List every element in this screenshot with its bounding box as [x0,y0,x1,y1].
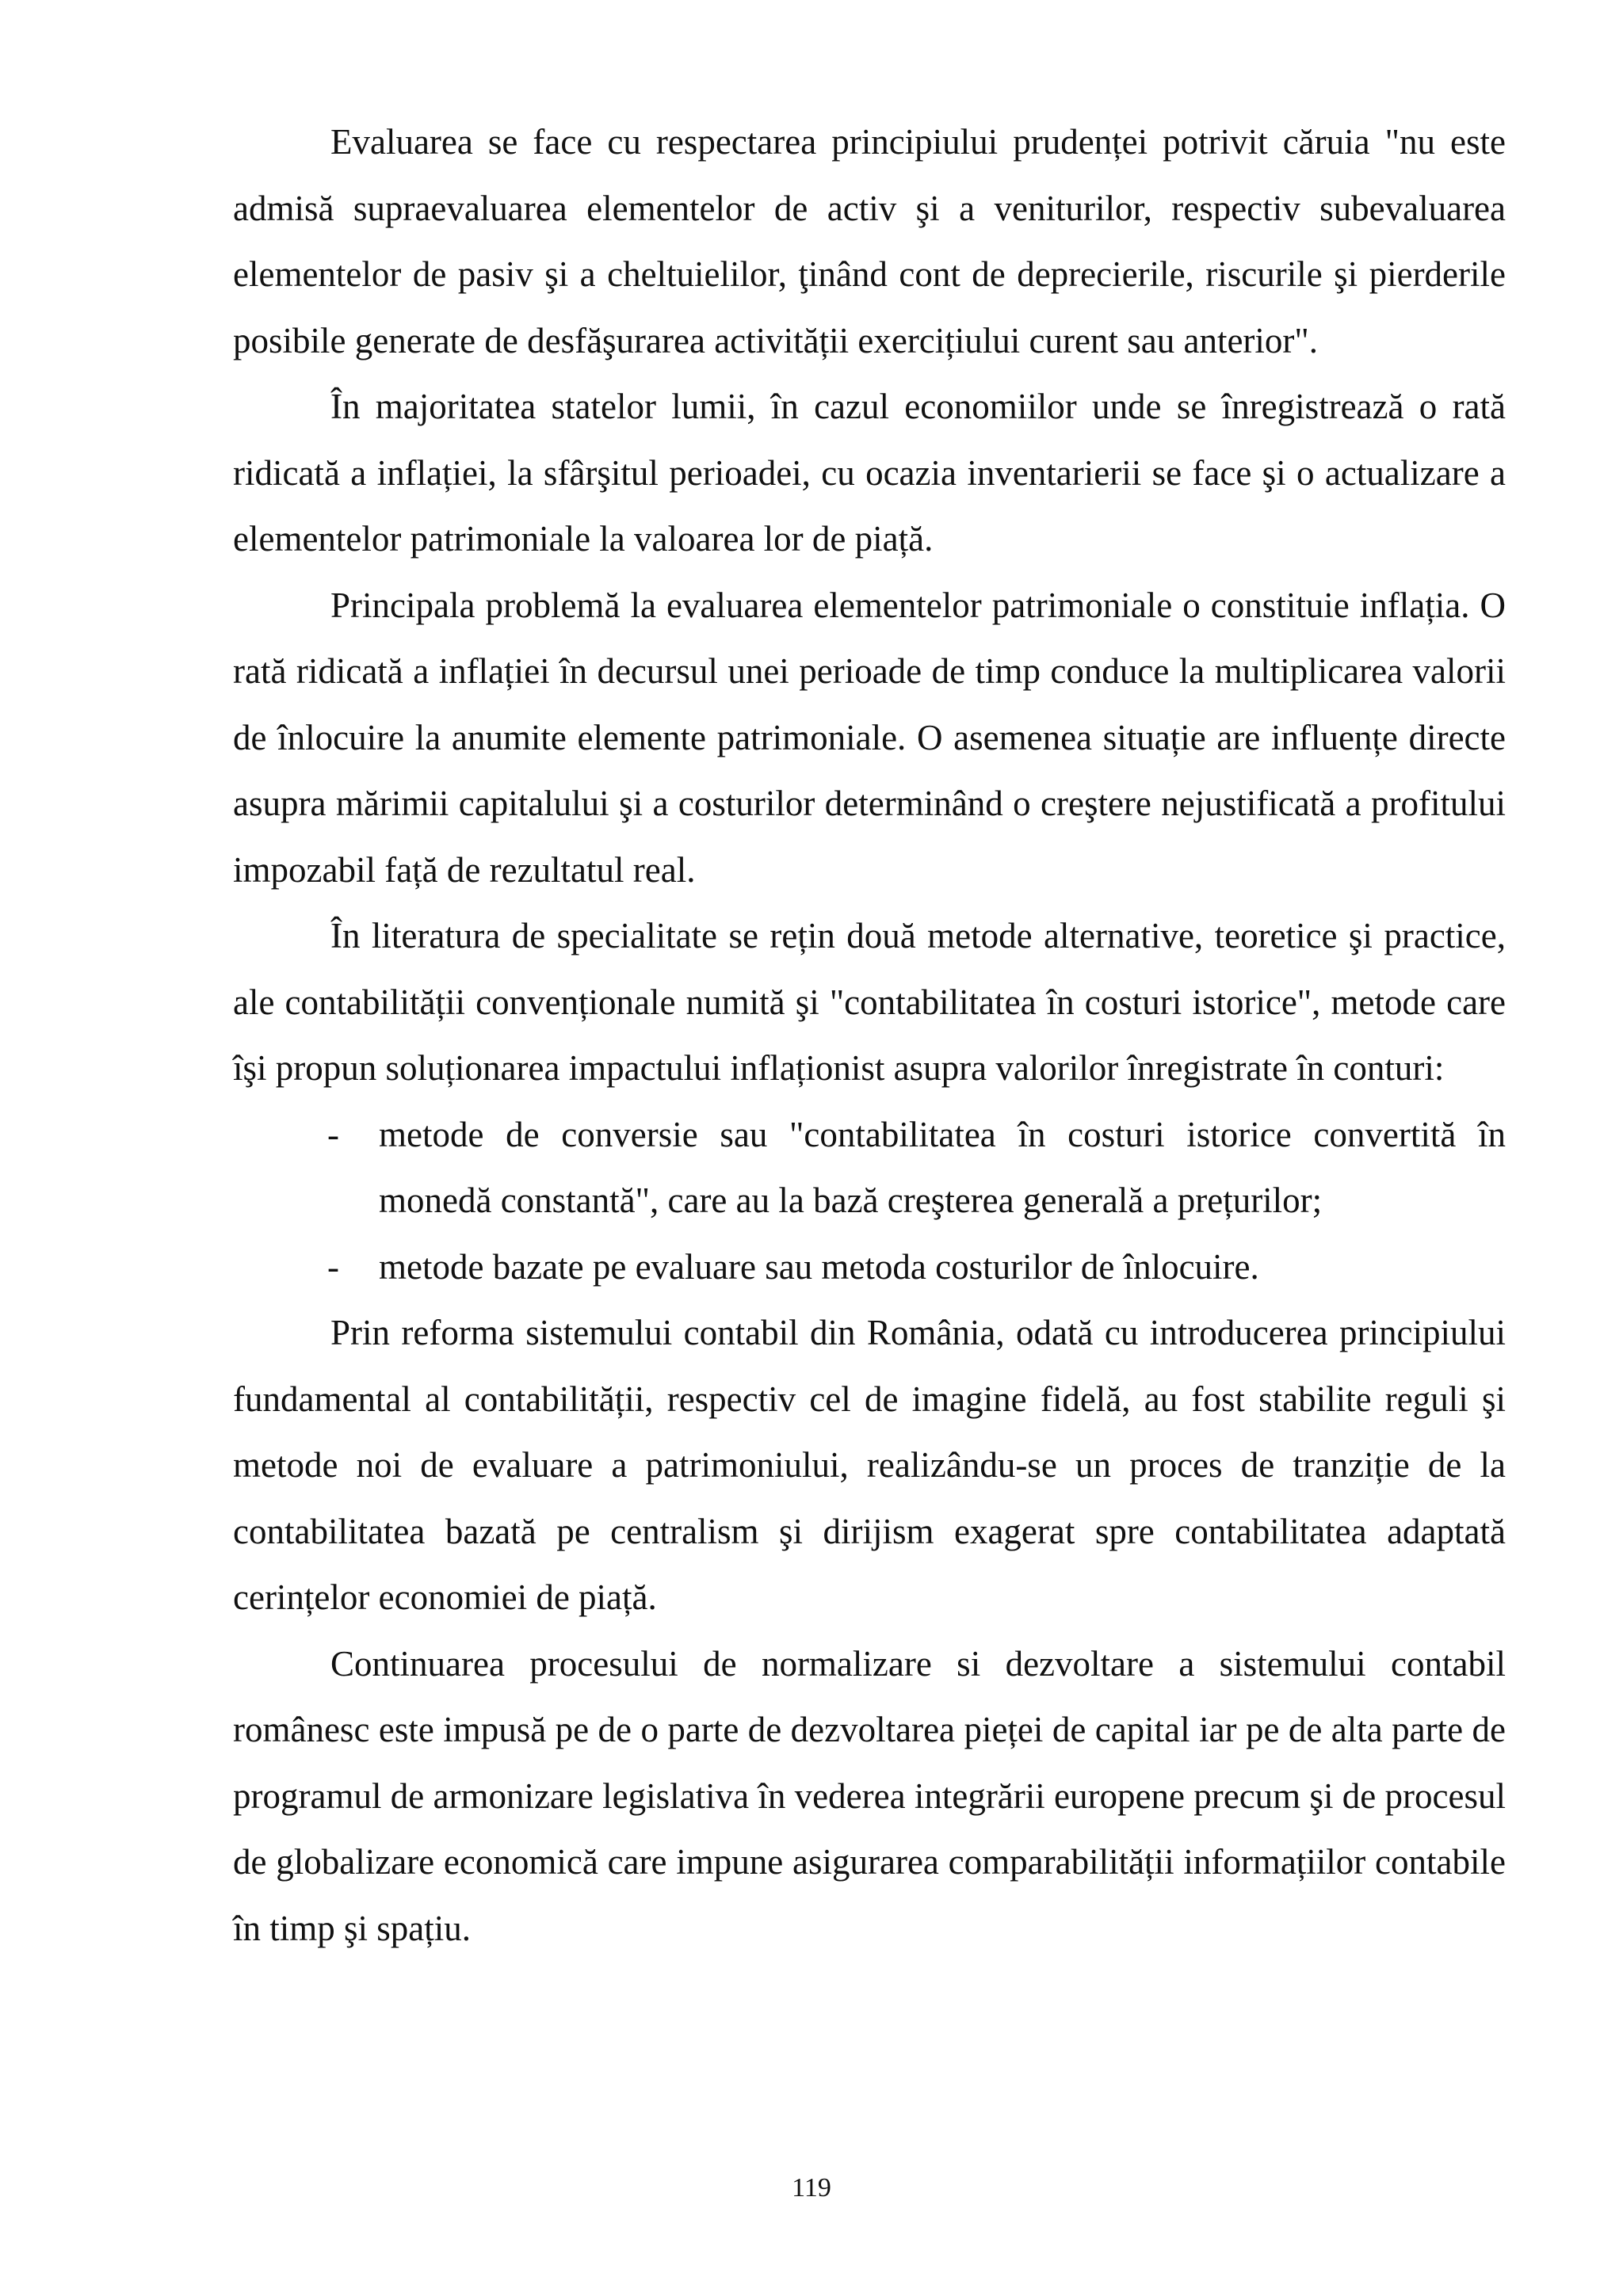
paragraph-valuation-prudence: Evaluarea se face cu respectarea principiului prudenței potrivit căruia "nu este admisă supraevaluarea elementelor de activ şi a veniturilor, respectiv subevaluarea elementelor de pasiv şi a cheltuielilor, ţinând cont de deprecierile, riscurile şi pierderile posibile generate de desfăşurarea activității exercițiului curent sau anterior". [233,122,1506,360]
paragraph-normalization-process: Continuarea procesului de normalizare si dezvoltare a sistemului contabil românesc este impusă pe de o parte de dezvoltarea pieței de capital iar pe de alta parte de programul de armonizare legislativa în vederea integrării europene precum şi de procesul de globalizare economică care impune asigurarea comparabilității informațiilor contabile în timp şi spațiu. [233,1643,1506,1948]
paragraph-main-problem-inflation: Principala problemă la evaluarea elementelor patrimoniale o constituie inflația. O rată ridicată a inflației în decursul unei perioade de timp conduce la multiplicarea valorii de înlocuire la anumite elemente patrimoniale. O asemenea situație are influențe directe asupra mărimii capitalului şi a costurilor determinând o creştere nejustificată a profitului impozabil față de rezultatul real. [233,585,1506,890]
dash-bullet: - [327,1246,339,1287]
methods-list [233,1102,1506,1301]
list-item-text: metode bazate pe evaluare sau metoda costurilor de înlocuire. [379,1246,1259,1287]
body-text [233,109,1506,1962]
paragraph-romanian-reform: Prin reforma sistemului contabil din România, odată cu introducerea principiului fundamental al contabilității, respectiv cel de imagine fidelă, au fost stabilite reguli şi metode noi de evaluare a patrimoniului, realizându-se un proces de tranziție de la contabilitatea bazată pe centralism şi dirijism exagerat spre contabilitatea adaptată cerințelor economiei de piață. [233,1313,1506,1617]
paragraph-alternative-methods: În literatura de specialitate se rețin două metode alternative, teoretice şi practice, ale contabilității convenționale numită şi "contabilitatea în costuri istorice", metode care îşi propun soluționarea impactului inflaționist asupra valorilor înregistrate în conturi: [233,916,1506,1088]
paragraph-inflation-update: În majoritatea statelor lumii, în cazul economiilor unde se înregistrează o rată ridicată a inflației, la sfârşitul perioadei, cu ocazia inventarierii se face şi o actualizare a elementelor patrimoniale la valoarea lor de piață. [233,387,1506,559]
list-item [233,1102,1506,1234]
dash-bullet: - [327,1114,339,1154]
list-item [233,1234,1506,1301]
list-item-text: metode de conversie sau "contabilitatea în costuri istorice convertită în monedă constantă", care au la bază creşterea generală a prețurilor; [379,1114,1506,1220]
page-number: 119 [792,2173,831,2203]
